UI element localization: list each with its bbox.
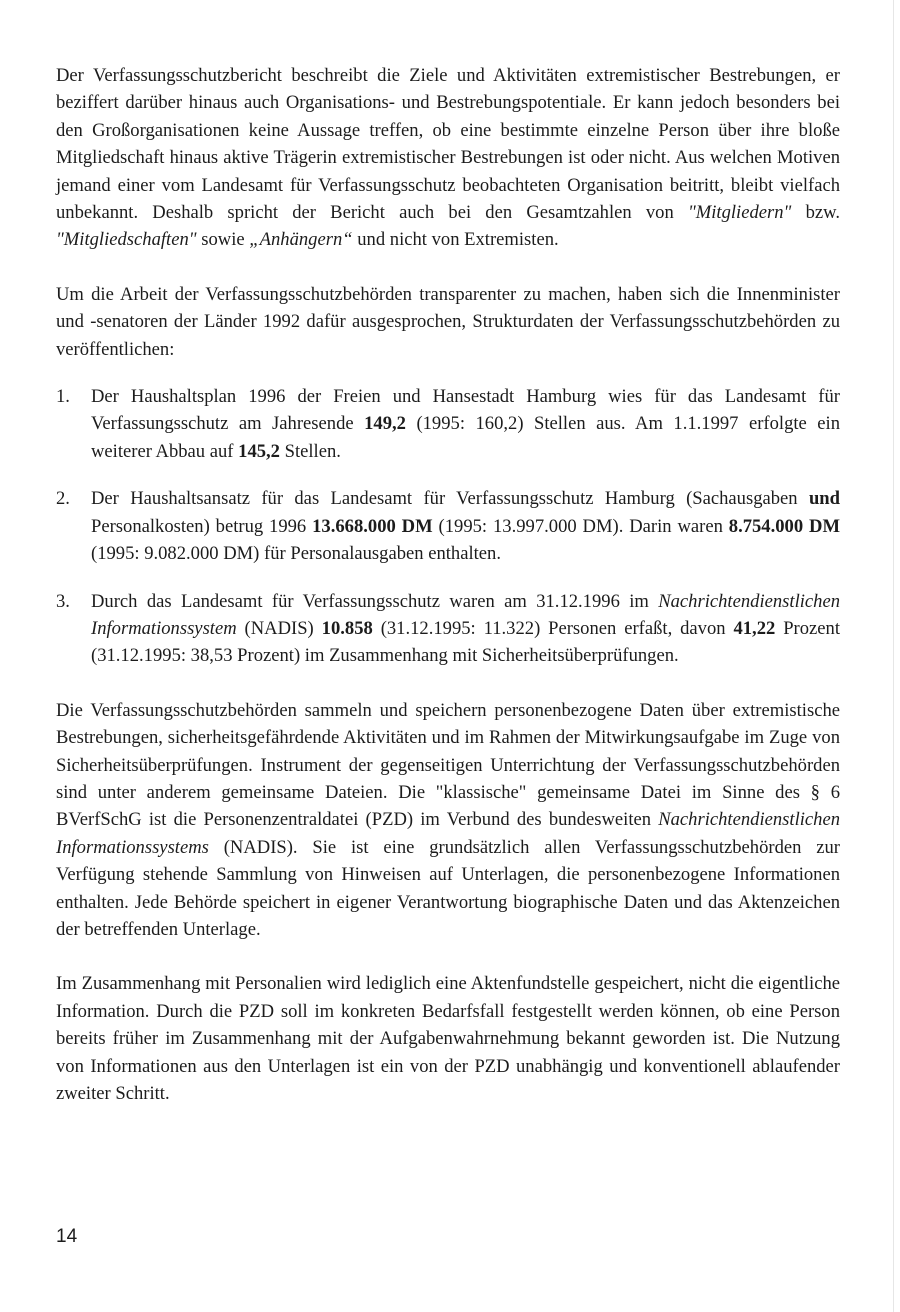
list-text-run: (1995: 13.997.000 DM). Darin waren: [432, 515, 729, 537]
list-text-run: (31.12.1995: 11.322) Personen erfaßt, davon: [372, 617, 734, 639]
list-text-run: Stellen.: [279, 440, 341, 462]
paragraph-intro-text-4: und nicht von Extremisten.: [352, 229, 559, 251]
list-item-text: [91, 485, 840, 567]
document-page: [56, 62, 840, 1107]
list-item-1: [56, 383, 840, 465]
scan-edge-divider: [893, 0, 894, 1312]
list-bold-value: 145,2: [238, 440, 280, 462]
list-item-text: [91, 383, 840, 465]
term-nadis: Nachrichtendienstlichen Informationssystems: [56, 809, 840, 858]
list-bold-value: 10.858: [321, 617, 373, 639]
paragraph-personalien: Im Zusammenhang mit Personalien wird lediglich eine Aktenfundstelle gespeichert, nicht die eigentliche Information. Durch die PZD soll im konkreten Bedarfsfall festgestellt werden können, ob eine Person bereits früher im Zusammenhang mit der Aufgabenwahrnehmung bekannt geworden ist. Die Nutzung von Informationen aus den Unterlagen ist ein von der PZD unabhängig und konventionell ablaufender zweiter Schritt.: [56, 973, 840, 1104]
list-item-3: [56, 588, 840, 670]
list-bold-value: 8.754.000 DM: [728, 515, 841, 537]
term-anhaengern: „Anhängern“: [249, 229, 353, 251]
list-text-run: Der Haushaltsplan 1996 der Freien und Hansestadt Hamburg wies für das Landesamt für Verfassungsschutz am Jahresende: [91, 386, 840, 435]
list-text-run: (NADIS): [236, 617, 322, 639]
list-item-2: [56, 485, 840, 567]
term-mitgliedschaften: "Mitgliedschaften": [56, 229, 197, 251]
list-bold-value: 13.668.000 DM: [312, 515, 433, 537]
list-text-run: (1995: 160,2) Stellen aus. Am 1.1.1997 erfolgte ein weiterer Abbau auf: [91, 413, 840, 462]
list-number: 1.: [56, 386, 70, 408]
list-bold-value: 41,22: [733, 617, 776, 639]
list-bold-value: 149,2: [364, 413, 406, 435]
list-number: 3.: [56, 590, 70, 612]
structure-data-list: [56, 383, 840, 670]
paragraph-intro-text-2: bzw.: [791, 202, 840, 224]
paragraph-data-collection: [56, 697, 840, 944]
paragraph-intro: [56, 62, 840, 254]
list-item-text: [91, 588, 840, 670]
list-text-run: (1995: 9.082.000 DM) für Personalausgaben enthalten.: [91, 543, 502, 565]
list-italic-term: Nachrichtendienstlichen Informationssystem: [91, 590, 840, 639]
list-text-run: Der Haushaltsansatz für das Landesamt für Verfassungsschutz Hamburg (Sachausgaben: [91, 488, 809, 510]
list-bold-value: und: [808, 488, 840, 510]
paragraph-data-collection-text: Die Verfassungsschutzbehörden sammeln und speichern personenbezogene Daten über extremistische Bestrebungen, sicherheitsgefährdende Aktivitäten und im Rahmen der Mitwirkungsaufgabe im Zuge von Sicherheitsüberprüfungen. Instrument der gegenseitigen Unterrichtung der Verfassungsschutzbehörden sind unter anderem gemeinsame Dateien. Die "klassische" gemeinsame Datei im Sinne des § 6 BVerfSchG ist die Personenzentraldatei (PZD) im Verbund des bundesweiten: [56, 699, 840, 831]
term-mitgliedern: "Mitgliedern": [687, 202, 792, 224]
list-text-run: Personalkosten) betrug 1996: [91, 515, 313, 537]
paragraph-intro-text: Der Verfassungsschutzbericht beschreibt die Ziele und Aktivitäten extremistischer Bestrebungen, er beziffert darüber hinaus auch Organisations- und Bestrebungspotentiale. Er kann jedoch besonders bei den Großorganisationen keine Aussage treffen, ob eine bestimmte einzelne Person über ihre bloße Mitgliedschaft hinaus aktive Trägerin extremistischer Bestrebungen ist oder nicht. Aus welchen Motiven jemand einer vom Landesamt für Verfassungsschutz beobachteten Organisation beitritt, bleibt vielfach unbekannt. Deshalb spricht der Bericht auch bei den Gesamtzahlen von: [56, 65, 840, 224]
list-text-run: Durch das Landesamt für Verfassungsschutz waren am 31.12.1996 im: [91, 590, 659, 612]
paragraph-intro-text-3: sowie: [196, 229, 250, 251]
list-text-run: Prozent (31.12.1995: 38,53 Prozent) im Zusammenhang mit Sicherheitsüberprüfungen.: [91, 617, 840, 667]
paragraph-data-collection-text-2: (NADIS). Sie ist eine grundsätzlich allen Verfassungsschutzbehörden zur Verfügung stehende Sammlung von Hinweisen auf Unterlagen, die personenbezogene Informationen enthalten. Jede Behörde speichert in eigener Verantwortung biographische Daten und das Aktenzeichen der betreffenden Unterlage.: [56, 836, 840, 940]
page-number: 14: [56, 1226, 78, 1247]
list-number: 2.: [56, 488, 70, 510]
paragraph-transparency: Um die Arbeit der Verfassungsschutzbehörden transparenter zu machen, haben sich die Innenminister und -senatoren der Länder 1992 dafür ausgesprochen, Strukturdaten der Verfassungsschutzbehörden zu veröffentlichen:: [56, 283, 840, 360]
